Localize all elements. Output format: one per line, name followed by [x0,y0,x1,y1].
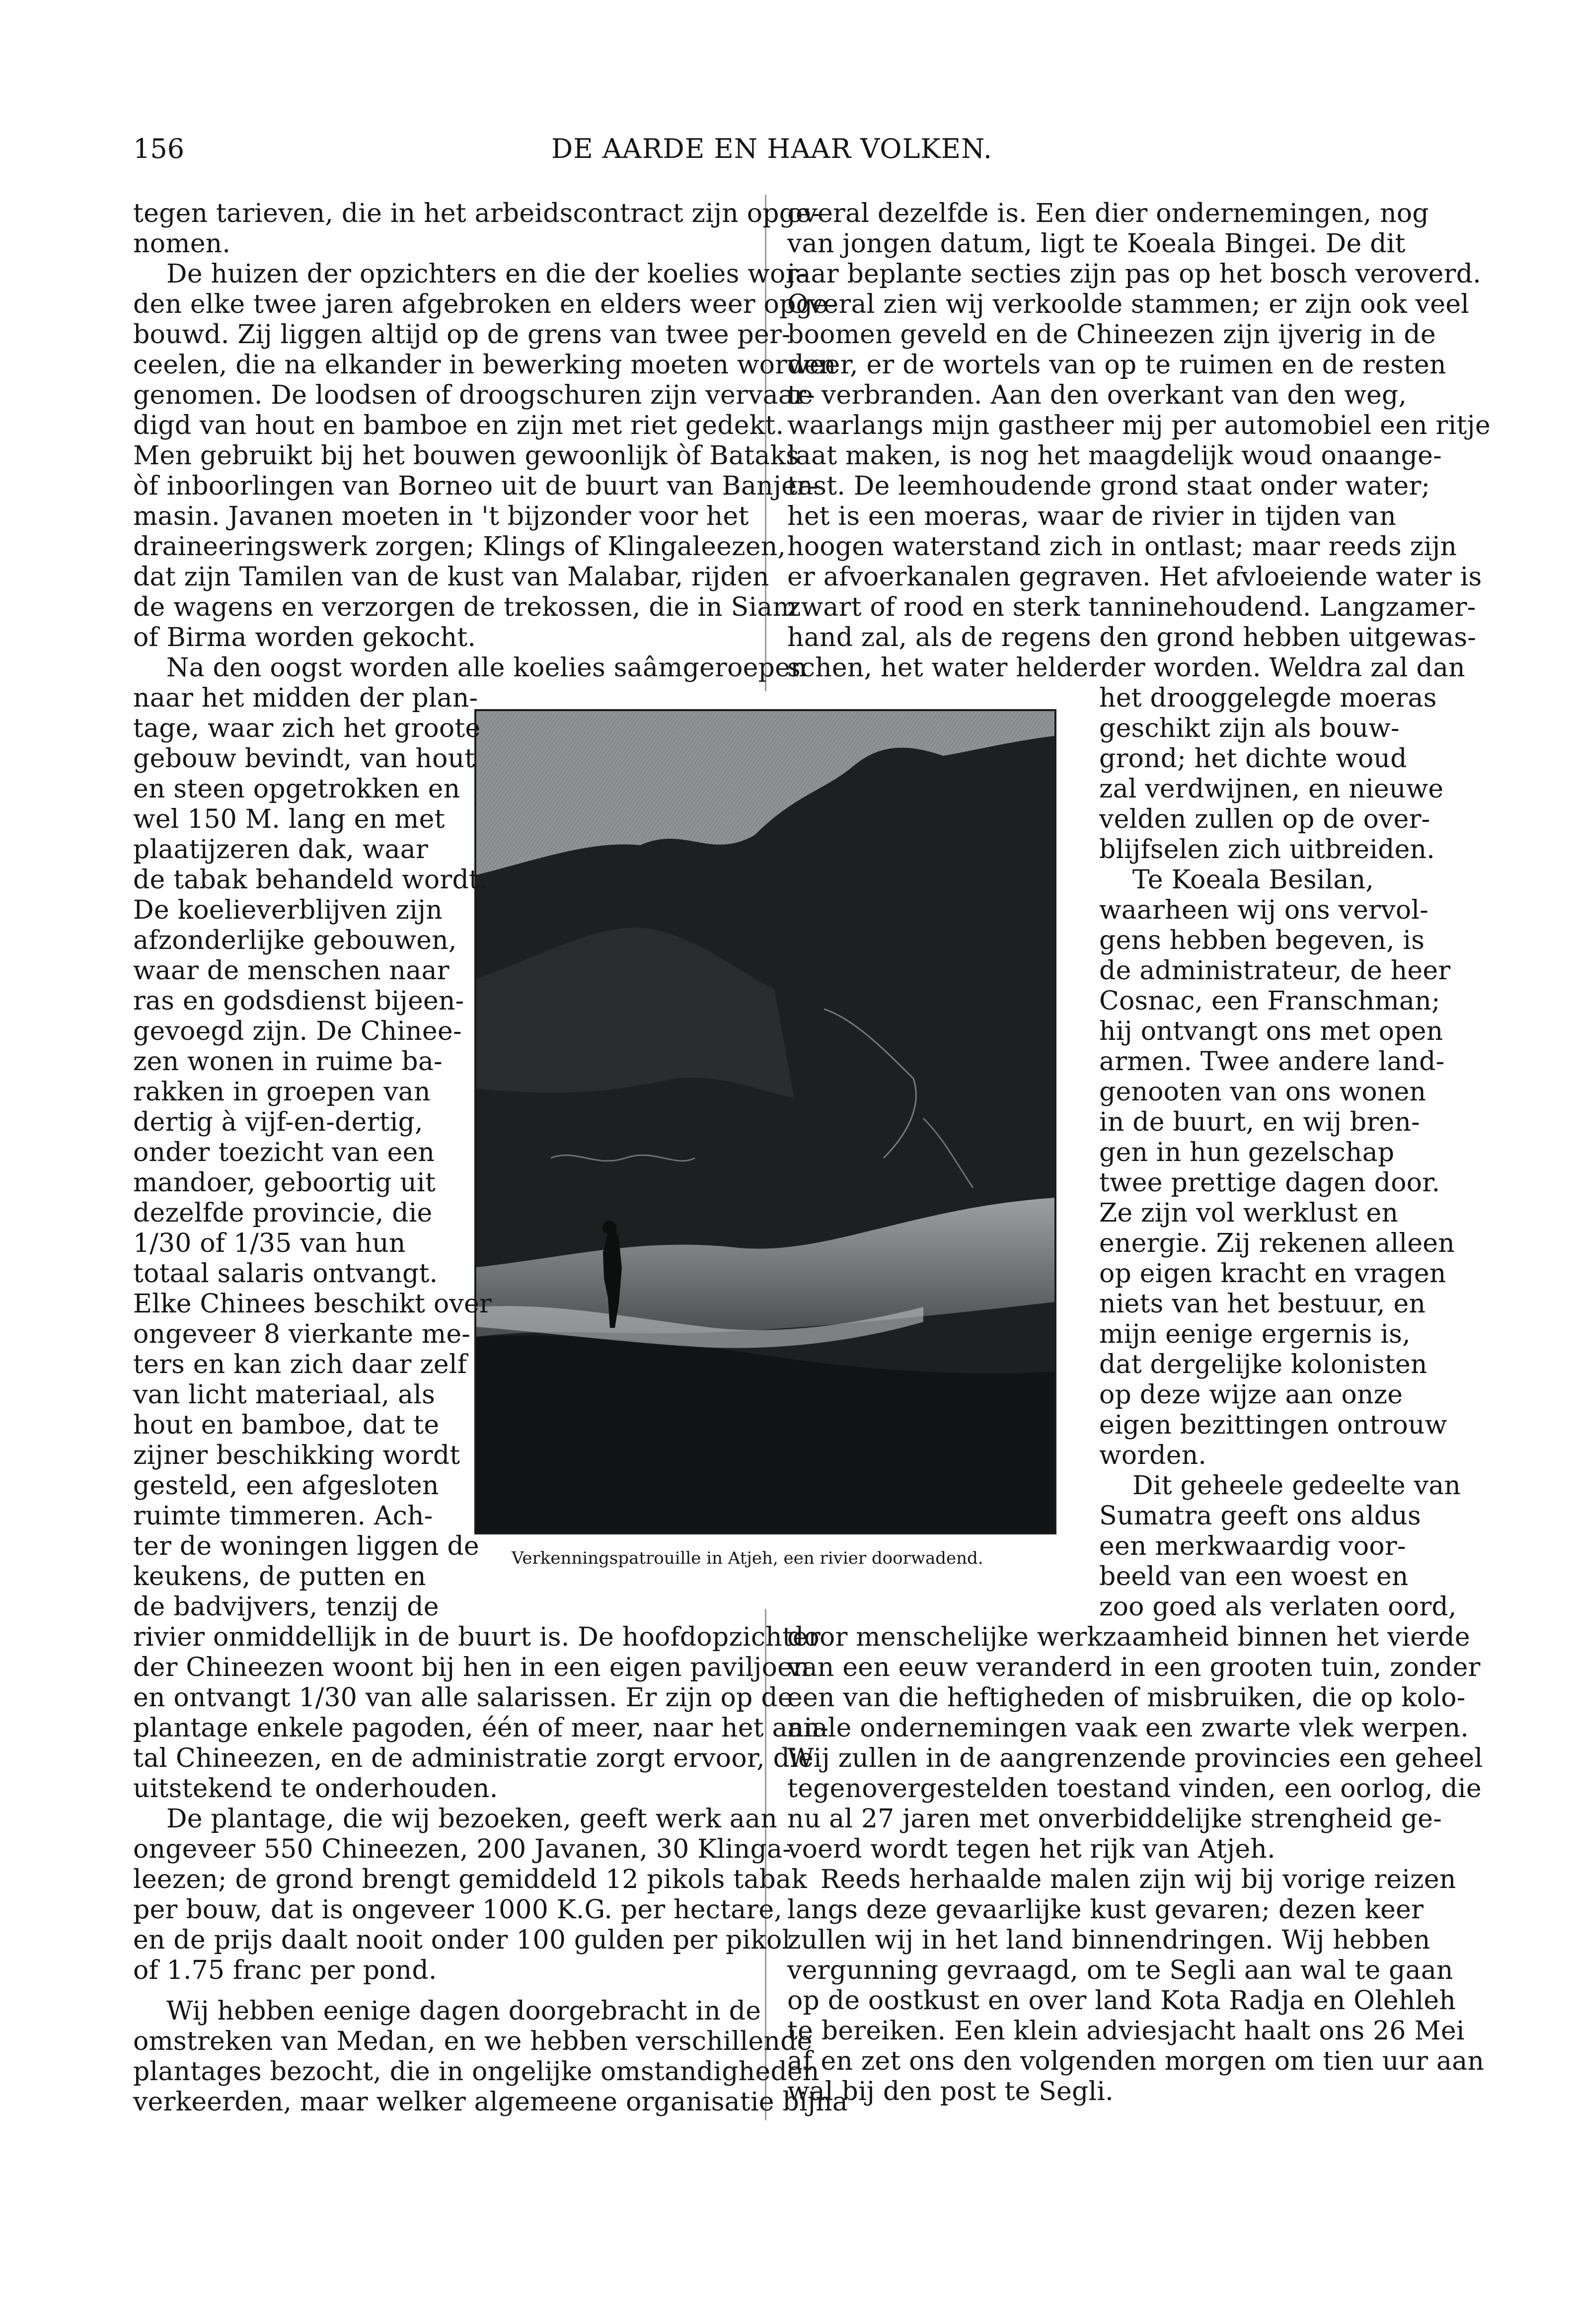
text-line: nu al 27 jaren met onverbiddelijke strengheid ge- [787,1804,1442,1834]
text-line: gesteld, een afgesloten [133,1471,439,1501]
text-line: leezen; de grond brengt gemiddeld 12 pikols tabak [133,1865,807,1894]
text-line: dat dergelijke kolonisten [1099,1350,1427,1380]
text-line: de administrateur, de heer [1099,956,1451,986]
text-line: en steen opgetrokken en [133,774,460,804]
river-jungle-illustration [476,711,1054,1532]
text-line: overal dezelfde is. Een dier ondernemingen, nog [787,199,1429,228]
text-line: De huizen der opzichters en die der koelies wor- [133,259,807,289]
text-line: eigen bezittingen ontrouw [1099,1410,1447,1440]
text-line: wel 150 M. lang en met [133,804,445,834]
text-line: en ontvangt 1/30 van alle salarissen. Er zijn op de [133,1683,793,1713]
text-line: plantage enkele pagoden, één of meer, naar het aan- [133,1713,829,1743]
text-line: op eigen kracht en vragen [1099,1259,1446,1289]
text-line: zoo goed als verlaten oord, [1099,1592,1457,1622]
text-line: zijner beschikking wordt [133,1441,460,1470]
text-line: ter de woningen liggen de [133,1531,479,1561]
text-line: vergunning gevraagd, om te Segli aan wal te gaan [787,1956,1453,1985]
text-line: masin. Javanen moeten in 't bijzonder voor het [133,502,749,531]
text-line: gebouw bevindt, van hout [133,744,475,774]
text-line: voerd wordt tegen het rijk van Atjeh. [787,1834,1275,1864]
text-line: genooten van ons wonen [1099,1077,1426,1107]
text-line: worden. [1099,1441,1207,1470]
text-line: en de prijs daalt nooit onder 100 gulden per pikol [133,1925,791,1955]
text-line: grond; het dichte woud [1099,744,1407,774]
text-line: Reeds herhaalde malen zijn wij bij vorige reizen [787,1865,1456,1894]
text-line: plaatijzeren dak, waar [133,835,429,865]
text-line: zen wonen in ruime ba- [133,1047,443,1077]
page-number: 156 [133,133,185,164]
text-line: niets van het bestuur, en [1099,1289,1426,1319]
text-line: dezelfde provincie, die [133,1198,433,1228]
text-line: genomen. De loodsen of droogschuren zijn vervaar- [133,380,815,410]
text-line: ras en godsdienst bijeen- [133,986,464,1016]
text-line: te bereiken. Een klein adviesjacht haalt ons 26 Mei [787,2016,1465,2046]
text-line: het drooggelegde moeras [1099,683,1437,713]
text-line: totaal salaris ontvangt. [133,1259,438,1289]
text-line: bouwd. Zij liggen altijd op de grens van twee per- [133,320,791,350]
text-line: zullen wij in het land binnendringen. Wij hebben [787,1925,1430,1955]
text-line: ongeveer 550 Chineezen, 200 Javanen, 30 Klinga- [133,1834,791,1864]
text-line: dertig à vijf-en-dertig, [133,1107,423,1137]
text-line: armen. Twee andere land- [1099,1047,1445,1077]
text-line: geschikt zijn als bouw- [1099,714,1400,743]
text-line: afzonderlijke gebouwen, [133,926,457,955]
text-line: mijn eenige ergernis is, [1099,1319,1411,1349]
text-line: de tabak behandeld wordt. [133,865,488,895]
text-line: verkeerden, maar welker algemeene organisatie bijna [133,2087,848,2117]
text-line: ceelen, die na elkander in bewerking moeten worden [133,350,836,380]
text-line: of 1.75 franc per pond. [133,1956,437,1985]
text-line: den elke twee jaren afgebroken en elders weer opge- [133,290,837,319]
text-line: wal bij den post te Segli. [787,2077,1114,2106]
text-line: tast. De leemhoudende grond staat onder water; [787,471,1430,501]
text-line: Ze zijn vol werklust en [1099,1198,1399,1228]
text-line: ruimte timmeren. Ach- [133,1501,433,1531]
text-line: beeld van een woest en [1099,1562,1409,1592]
text-line: nomen. [133,229,231,259]
text-line: in de buurt, en wij bren- [1099,1107,1420,1137]
text-line: De plantage, die wij bezoeken, geeft werk aan [133,1804,777,1834]
text-line: gen in hun gezelschap [1099,1138,1395,1167]
text-line: een van die heftigheden of misbruiken, die op kolo- [787,1683,1466,1713]
text-line: Wij zullen in de aangrenzende provincies een geheel [787,1743,1483,1773]
text-line: tal Chineezen, en de administratie zorgt ervoor, die [133,1743,814,1773]
text-line: 1/30 of 1/35 van hun [133,1229,406,1258]
text-line: uitstekend te onderhouden. [133,1774,498,1804]
text-line: langs deze gevaarlijke kust gevaren; dezen keer [787,1895,1424,1925]
text-line: hout en bamboe, dat te [133,1410,440,1440]
text-line: gevoegd zijn. De Chinee- [133,1017,462,1046]
text-line: gens hebben begeven, is [1099,926,1425,955]
illustration-photo [474,709,1056,1534]
text-line: omstreken van Medan, en we hebben verschillende [133,2027,813,2056]
text-line: velden zullen op de over- [1099,804,1430,834]
text-line: een merkwaardig voor- [1099,1531,1406,1561]
text-line: ongeveer 8 vierkante me- [133,1319,471,1349]
text-line: per bouw, dat is ongeveer 1000 K.G. per hectare, [133,1895,783,1925]
text-line: zal verdwijnen, en nieuwe [1099,774,1444,804]
text-line: keukens, de putten en [133,1562,426,1592]
text-line: de badvijvers, tenzij de [133,1592,439,1622]
text-line: dat zijn Tamilen van de kust van Malabar, rijden [133,562,769,592]
text-line: Na den oogst worden alle koelies saâmgeroepen [133,653,807,683]
text-line: hand zal, als de regens den grond hebben uitgewas- [787,623,1477,653]
text-line: of Birma worden gekocht. [133,623,476,653]
text-line: Dit geheele gedeelte van [1099,1471,1461,1501]
text-line: ters en kan zich daar zelf [133,1350,467,1380]
text-line: zwart of rood en sterk tanninehoudend. Langzamer- [787,592,1476,622]
illustration-caption: Verkenningspatrouille in Atjeh, een rivier doorwadend. [512,1548,983,1568]
text-line: tegenovergestelden toestand vinden, een oorlog, die [787,1774,1482,1804]
text-line: hoogen waterstand zich in ontlast; maar reeds zijn [787,532,1457,562]
text-line: De koelieverblijven zijn [133,895,443,925]
text-line: òf inboorlingen van Borneo uit de buurt van Banjer- [133,471,818,501]
text-line: energie. Zij rekenen alleen [1099,1229,1455,1258]
text-line: waar de menschen naar [133,956,449,986]
text-line: niale ondernemingen vaak een zwarte vlek werpen. [787,1713,1469,1743]
running-title: DE AARDE EN HAAR VOLKEN. [551,133,993,164]
text-line: Wij hebben eenige dagen doorgebracht in de [133,1996,761,2026]
text-line: te verbranden. Aan den overkant van den weg, [787,380,1407,410]
text-line: op deze wijze aan onze [1099,1380,1403,1410]
text-line: door menschelijke werkzaamheid binnen het vierde [787,1622,1470,1652]
text-line: hij ontvangt ons met open [1099,1017,1443,1046]
text-line: plantages bezocht, die in ongelijke omstandigheden [133,2057,820,2087]
text-line: mandoer, geboortig uit [133,1168,436,1198]
text-line: blijfselen zich uitbreiden. [1099,835,1435,865]
text-line: af en zet ons den volgenden morgen om tien uur aan [787,2046,1485,2076]
text-line: tage, waar zich het groote [133,714,481,743]
text-line: Men gebruikt bij het bouwen gewoonlijk òf Bataks [133,441,800,471]
text-line: tegen tarieven, die in het arbeidscontract zijn opge- [133,199,820,228]
text-line: het is een moeras, waar de rivier in tijden van [787,502,1396,531]
text-line: Te Koeala Besilan, [1099,865,1374,895]
text-line: de wagens en verzorgen de trekossen, die in Siam [133,592,797,622]
text-line: laat maken, is nog het maagdelijk woud onaange- [787,441,1442,471]
text-line: van jongen datum, ligt te Koeala Bingei. De dit [787,229,1406,259]
text-line: Cosnac, een Franschman; [1099,986,1440,1016]
text-line: weer, er de wortels van op te ruimen en de resten [787,350,1446,380]
text-line: waarlangs mijn gastheer mij per automobiel een ritje [787,411,1491,440]
text-line: rakken in groepen van [133,1077,431,1107]
text-line: naar het midden der plan- [133,683,478,713]
text-line: jaar beplante secties zijn pas op het bosch veroverd. [787,259,1481,289]
text-line: onder toezicht van een [133,1138,435,1167]
text-line: Elke Chinees beschikt over [133,1289,492,1319]
text-line: der Chineezen woont bij hen in een eigen paviljoen [133,1653,810,1682]
text-line: van licht materiaal, als [133,1380,435,1410]
text-line: op de oostkust en over land Kota Radja en Olehleh [787,1986,1456,2016]
text-line: rivier onmiddellijk in de buurt is. De hoofdopzichter [133,1622,821,1652]
text-line: schen, het water helderder worden. Weldra zal dan [787,653,1465,683]
text-line: digd van hout en bamboe en zijn met riet gedekt. [133,411,784,440]
text-line: boomen geveld en de Chineezen zijn ijverig in de [787,320,1436,350]
text-line: Sumatra geeft ons aldus [1099,1501,1421,1531]
text-line: Overal zien wij verkoolde stammen; er zijn ook veel [787,290,1470,319]
text-line: draineeringswerk zorgen; Klings of Klingaleezen, [133,532,786,562]
text-line: van een eeuw veranderd in een grooten tuin, zonder [787,1653,1481,1682]
text-line: waarheen wij ons vervol- [1099,895,1428,925]
text-line: twee prettige dagen door. [1099,1168,1440,1198]
text-line: er afvoerkanalen gegraven. Het afvloeiende water is [787,562,1482,592]
